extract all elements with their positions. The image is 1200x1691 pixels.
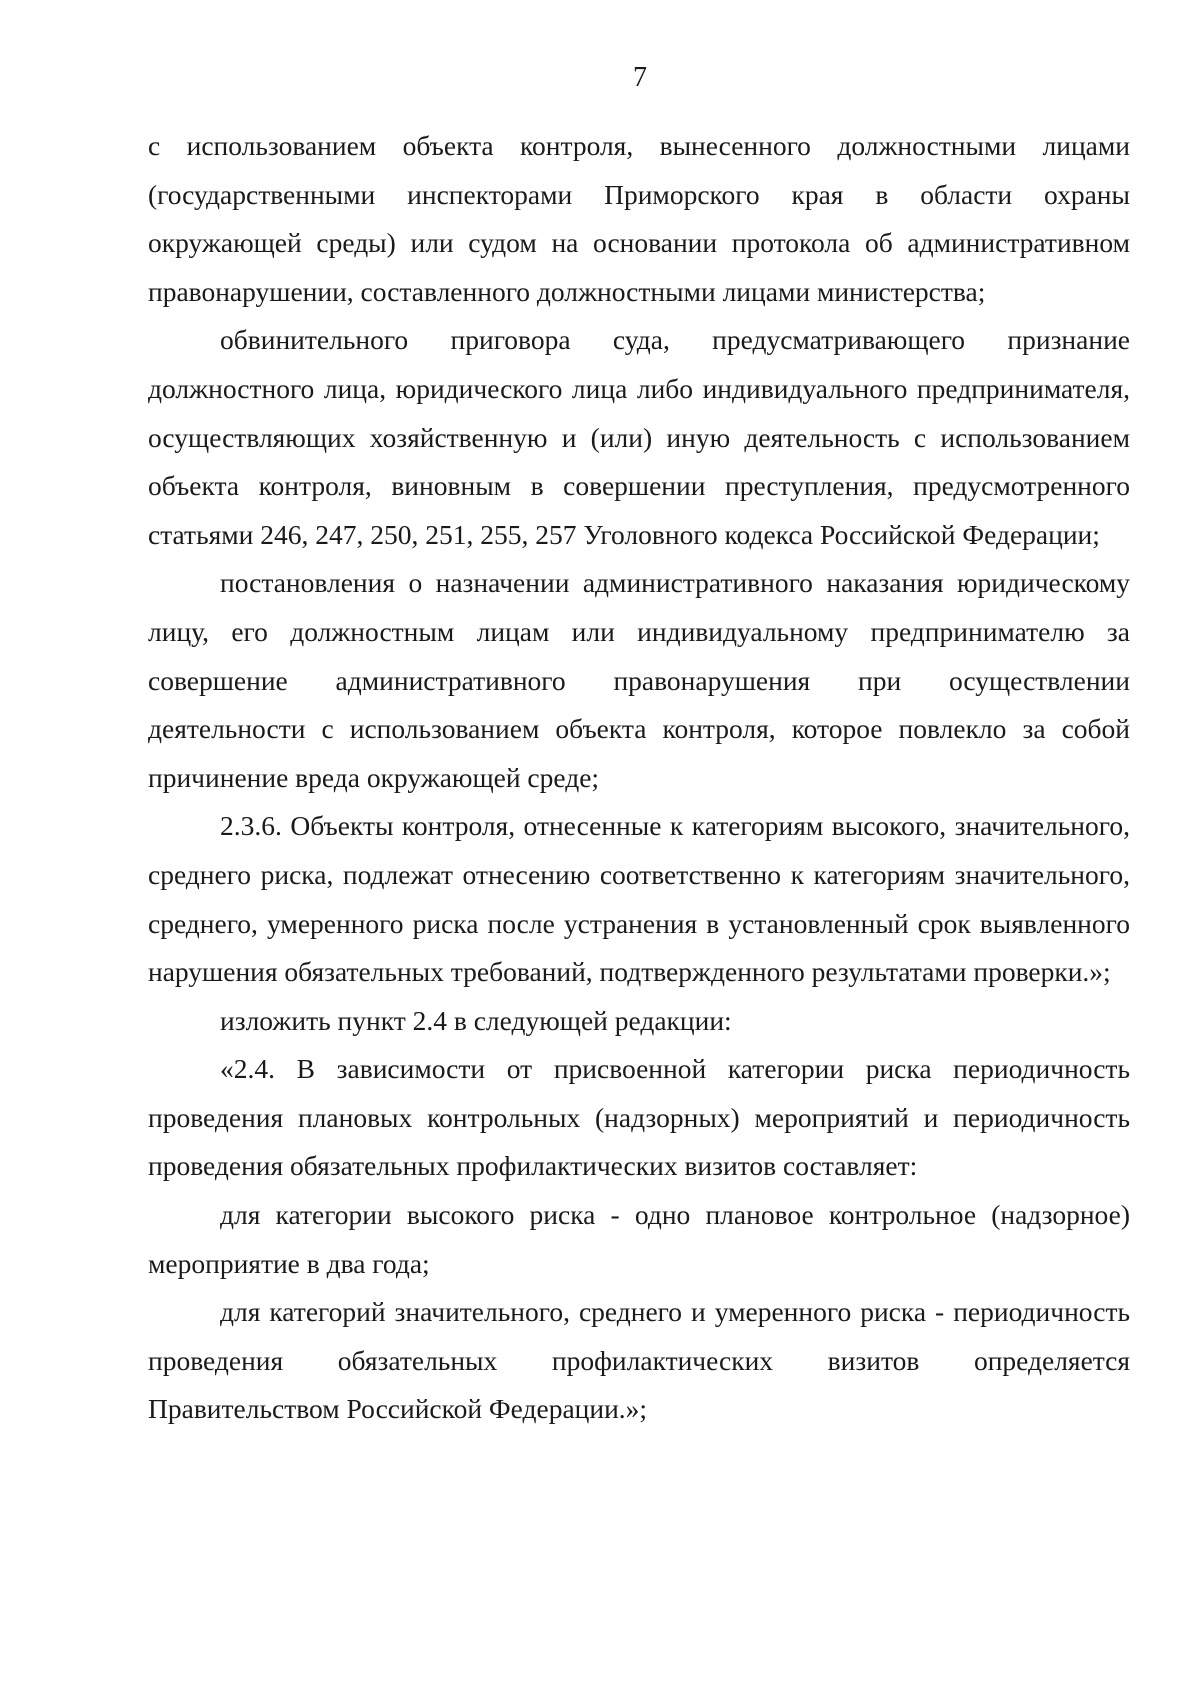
paragraph-6: «2.4. В зависимости от присвоенной категории риска периодичность проведения плановых контрольных (надзорных) мероприятий и периодичность проведения обязательных профилактических визитов составляет:	[148, 1053, 1130, 1182]
document-body	[148, 122, 1130, 1434]
paragraph-5: изложить пункт 2.4 в следующей редакции:	[220, 1004, 732, 1036]
page-number: 7	[633, 62, 647, 93]
paragraph-7: для категории высокого риска - одно плановое контрольное (надзорное) мероприятие в два года;	[148, 1199, 1130, 1279]
paragraph-3: постановления о назначении административного наказания юридическому лицу, его должностным лицам или индивидуальному предпринимателю за совершение административного правонарушения при осуществлении деятельности с использованием объекта контроля, которое повлекло за собой причинение вреда окружающей среде;	[148, 567, 1130, 793]
paragraph-8: для категорий значительного, среднего и умеренного риска - периодичность проведения обязательных профилактических визитов определяется Правительством Российской Федерации.»;	[148, 1296, 1130, 1425]
paragraph-1: с использованием объекта контроля, вынесенного должностными лицами (государственными инспекторами Приморского края в области охраны окружающей среды) или судом на основании протокола об административном правонарушении, составленного должностными лицами министерства;	[148, 130, 1130, 307]
paragraph-2: обвинительного приговора суда, предусматривающего признание должностного лица, юридического лица либо индивидуального предпринимателя, осуществляющих хозяйственную и (или) иную деятельность с использованием объекта контроля, виновным в совершении преступления, предусмотренного статьями 246, 247, 250, 251, 255, 257 Уголовного кодекса Российской Федерации;	[148, 324, 1130, 550]
paragraph-4: 2.3.6. Объекты контроля, отнесенные к категориям высокого, значительного, среднего риска, подлежат отнесению соответственно к категориям значительного, среднего, умеренного риска после устранения в установленный срок выявленного нарушения обязательных требований, подтвержденного результатами проверки.»;	[148, 810, 1130, 988]
